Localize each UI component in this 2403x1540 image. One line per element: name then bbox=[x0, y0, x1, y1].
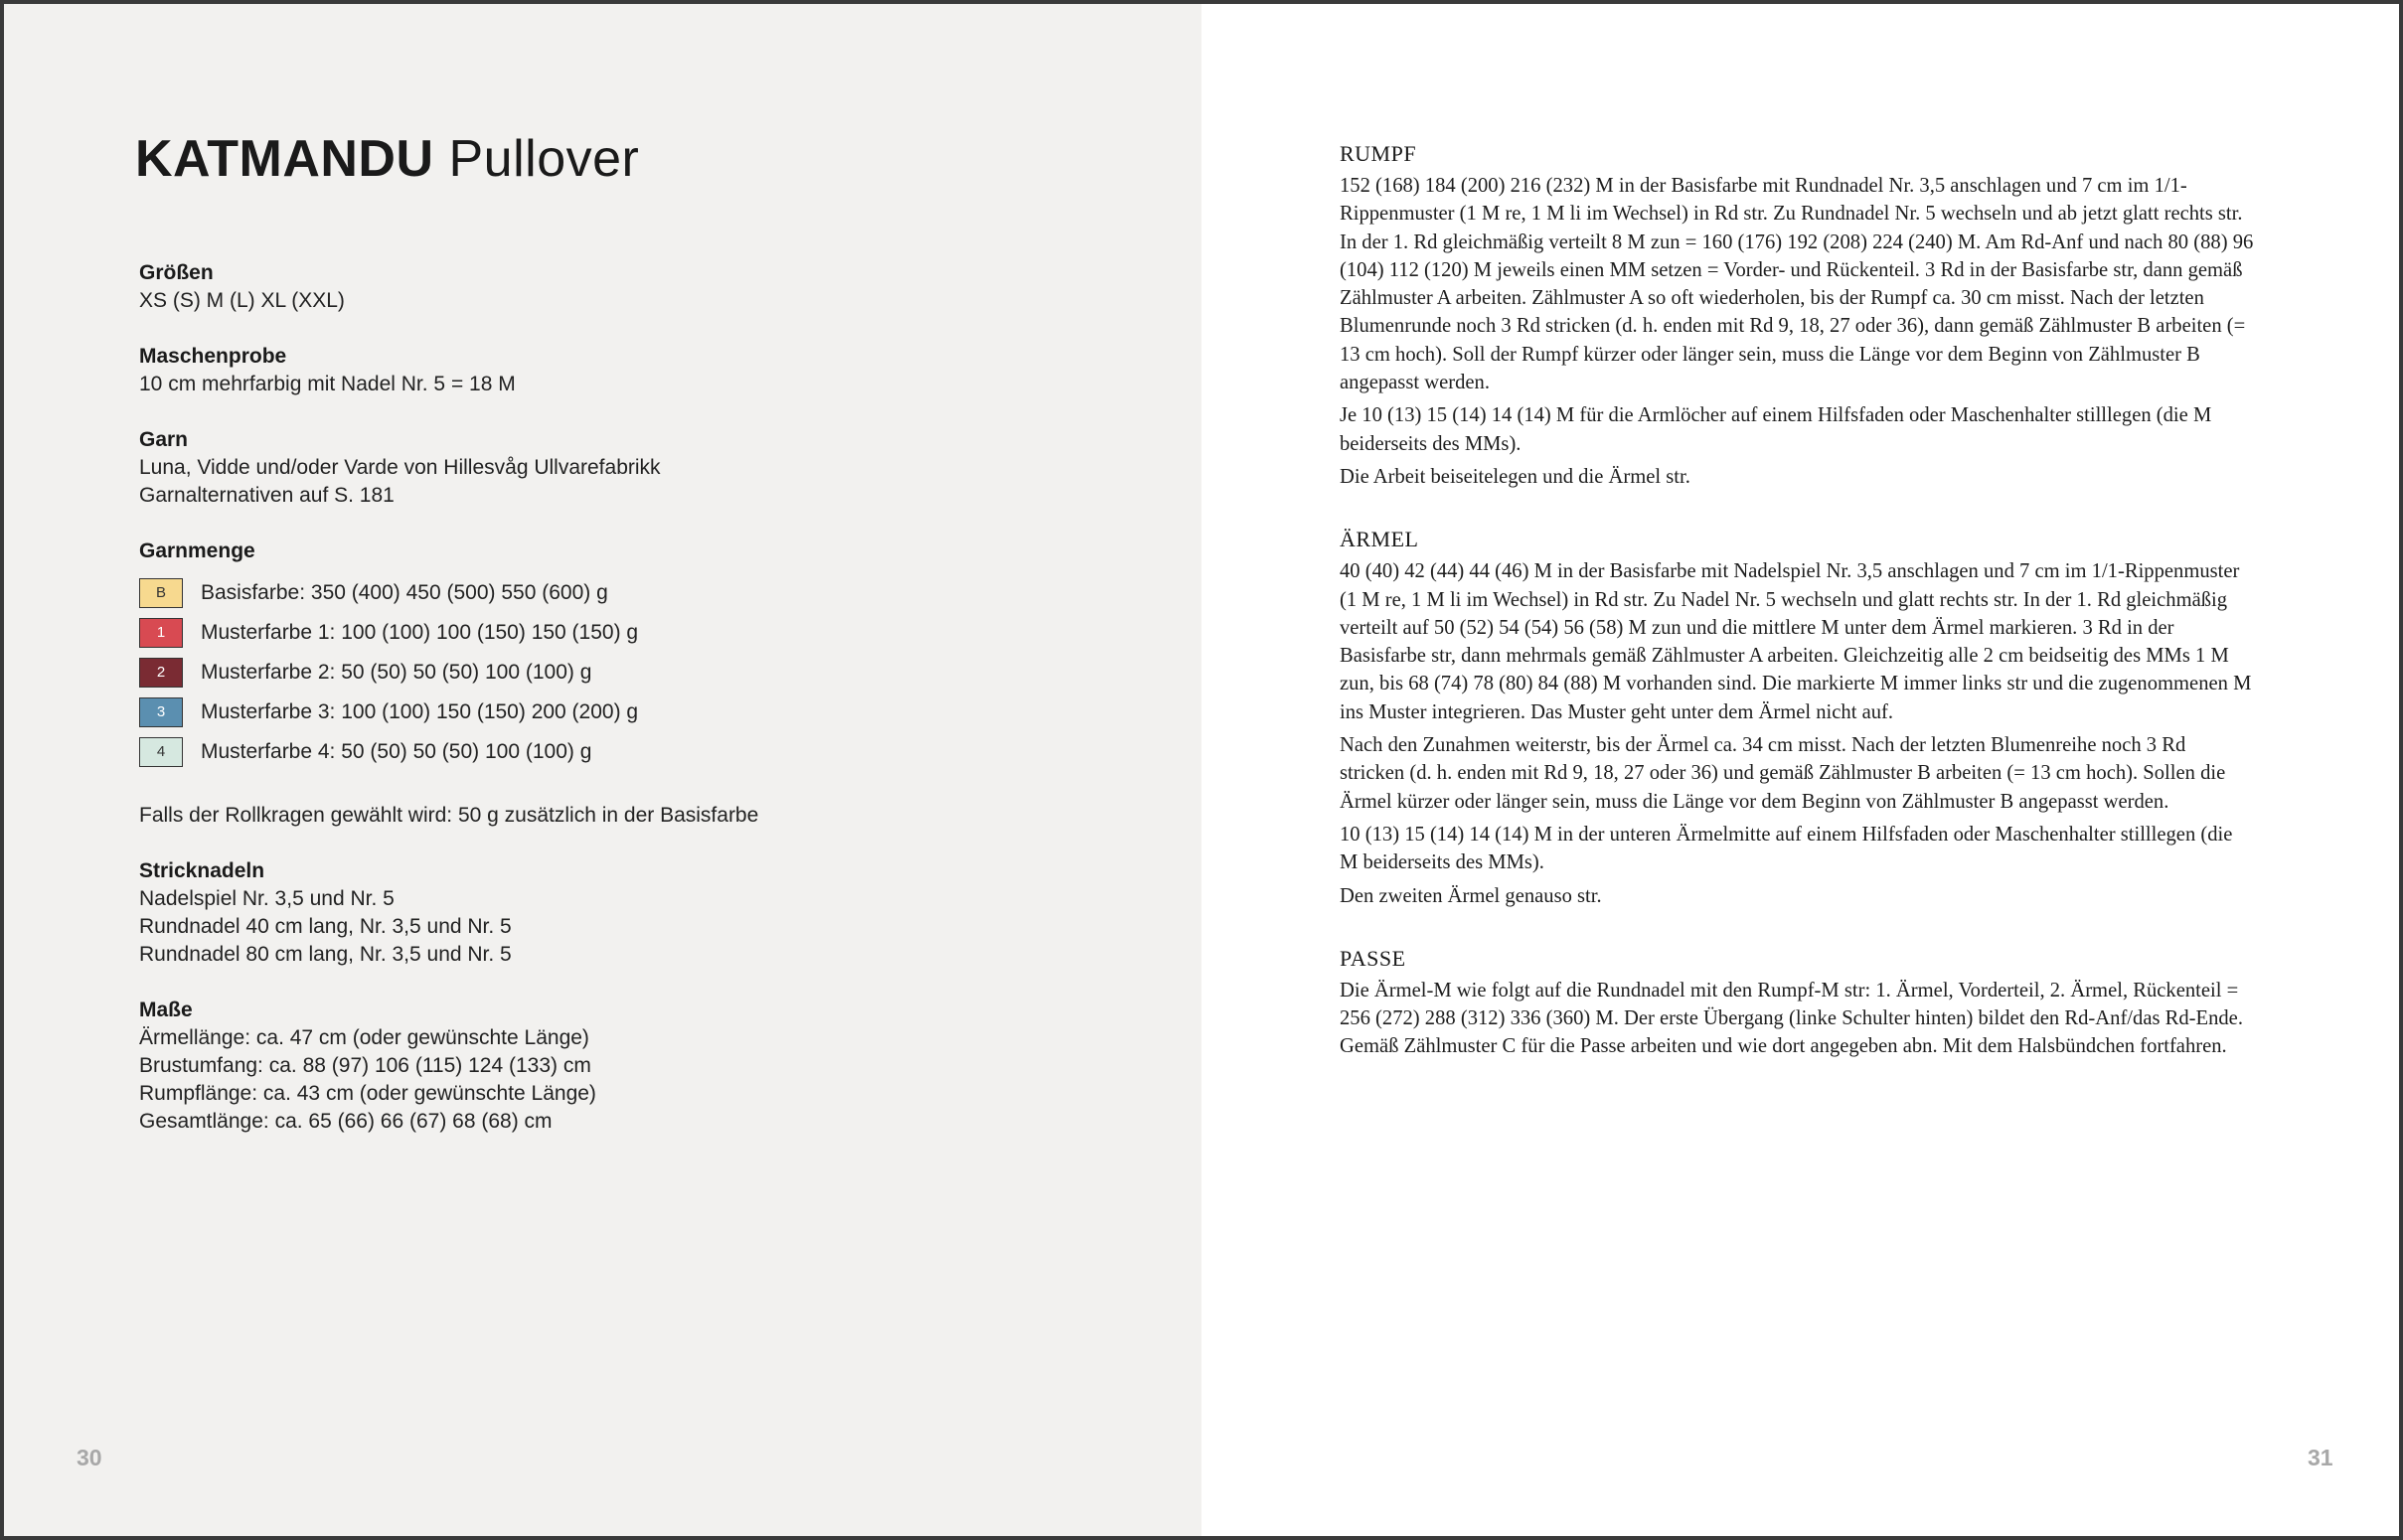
paragraph: Nach den Zunahmen weiterstr, bis der Ärmel ca. 34 cm misst. Nach der letzten Blumenreihe noch 3 Rd stricken (d. h. enden mit Rd 9, 18, 27 oder 36) und gemäß Zählmuster B arbeiten (= 13 cm hoch). Sollen die Ärmel kürzer oder länger sein, muss die Länge vor dem Beginn von Zählmuster B angepasst werden. bbox=[1340, 734, 2226, 813]
yarn-amount-label: Garnmenge bbox=[139, 539, 255, 562]
yarn-amount-text: Musterfarbe 2: 50 (50) 50 (50) 100 (100) g bbox=[201, 661, 592, 684]
left-page bbox=[4, 4, 1202, 1536]
instructions bbox=[1340, 139, 2254, 1095]
paragraph: 10 (13) 15 (14) 14 (14) M in der unteren Ärmelmitte auf einem Hilfsfaden oder Maschenhalter stilllegen (die M beiderseits des MMs). bbox=[1340, 823, 2233, 874]
section-rumpf bbox=[1340, 139, 2254, 491]
pattern-title-type: Pullover bbox=[448, 130, 640, 188]
yarn-amount-item bbox=[139, 693, 1133, 732]
sizes-label: Größen bbox=[139, 261, 214, 284]
needles-line: Nadelspiel Nr. 3,5 und Nr. 5 bbox=[139, 887, 395, 910]
yarn-amount-text: Musterfarbe 4: 50 (50) 50 (50) 100 (100) g bbox=[201, 740, 592, 763]
needles-line: Rundnadel 40 cm lang, Nr. 3,5 und Nr. 5 bbox=[139, 915, 512, 938]
page-number-left: 30 bbox=[77, 1445, 102, 1470]
page-number-right: 31 bbox=[2308, 1445, 2333, 1470]
section-heading: PASSE bbox=[1340, 945, 1406, 971]
measurement-line: Rumpflänge: ca. 43 cm (oder gewünschte Länge) bbox=[139, 1082, 596, 1105]
section-aermel bbox=[1340, 525, 2254, 910]
yarn-amount-item bbox=[139, 732, 1133, 772]
measurement-line: Brustumfang: ca. 88 (97) 106 (115) 124 (133) cm bbox=[139, 1054, 591, 1077]
color-swatch: 1 bbox=[139, 618, 183, 648]
turtleneck-note bbox=[139, 802, 1133, 830]
measurements-section bbox=[139, 997, 1133, 1136]
pattern-title bbox=[135, 129, 639, 189]
measurement-line: Gesamtlänge: ca. 65 (66) 66 (67) 68 (68) cm bbox=[139, 1110, 553, 1133]
yarn-line: Luna, Vidde und/oder Varde von Hillesvåg Ullvarefabrikk bbox=[139, 456, 661, 479]
yarn-amount-text: Musterfarbe 1: 100 (100) 100 (150) 150 (150) g bbox=[201, 621, 639, 644]
section-heading: RUMPF bbox=[1340, 141, 1417, 166]
measurement-line: Ärmellänge: ca. 47 cm (oder gewünschte Länge) bbox=[139, 1026, 589, 1049]
yarn-section bbox=[139, 426, 1133, 510]
yarn-amount-item bbox=[139, 613, 1133, 653]
yarn-amount-text: Basisfarbe: 350 (400) 450 (500) 550 (600) g bbox=[201, 581, 608, 604]
color-swatch: 4 bbox=[139, 737, 183, 767]
paragraph: 152 (168) 184 (200) 216 (232) M in der Basisfarbe mit Rundnadel Nr. 3,5 anschlagen und 7 cm im 1/1-Rippenmuster (1 M re, 1 M li im Wechsel) in Rd str. Zu Rundnadel Nr. 5 wechseln und ab jetzt glatt rechts str. In der 1. Rd gleichmäßig verteilt 8 M zun = 160 (176) 192 (208) 224 (240) M. Am Rd-Anf und nach 80 (88) 96 (104) 112 (120) M jeweils einen MM setzen = Vorder- und Rückenteil. 3 Rd in der Basisfarbe str, dann gemäß Zählmuster A arbeiten. Zählmuster A so oft wiederholen, bis der Rumpf ca. 30 cm misst. Nach der letzten Blumenrunde noch 3 Rd stricken (d. h. enden mit Rd 9, 18, 27 oder 36), dann gemäß Zählmuster B arbeiten (= 13 cm hoch). Soll der Rumpf kürzer oder länger sein, muss die Länge vor dem Beginn von Zählmuster B angepasst werden. bbox=[1340, 175, 2254, 394]
gauge-section bbox=[139, 343, 1133, 398]
gauge-label: Maschenprobe bbox=[139, 345, 287, 368]
section-heading: ÄRMEL bbox=[1340, 527, 1419, 552]
needles-section bbox=[139, 857, 1133, 969]
yarn-amount-text: Musterfarbe 3: 100 (100) 150 (150) 200 (200) g bbox=[201, 700, 639, 723]
paragraph: 40 (40) 42 (44) 44 (46) M in der Basisfarbe mit Nadelspiel Nr. 3,5 anschlagen und 7 cm im 1/1-Rippenmuster (1 M re, 1 M li im Wechsel) in Rd str. Zu Nadel Nr. 5 wechseln und glatt rechts str. In der 1. Rd gleichmäßig verteilt auf 50 (52) 54 (54) 56 (58) M zun und die mittlere M unter dem Ärmel markieren. 3 Rd in der Basisfarbe str, dann mehrmals gemäß Zählmuster A arbeiten. Gleichzeitig alle 2 cm beidseitig des MMs 1 M zun, bis 68 (74) 78 (80) 84 (88) M vorhanden sind. Die markierte M immer links str und die zugenommenen M ins Muster integrieren. Das Muster geht unter dem Ärmel nicht auf. bbox=[1340, 560, 2252, 723]
section-passe bbox=[1340, 944, 2254, 1061]
paragraph: Die Ärmel-M wie folgt auf die Rundnadel mit den Rumpf-M str: 1. Ärmel, Vorderteil, 2. Ärmel, Rückenteil = 256 (272) 288 (312) 336 (360) M. Der erste Übergang (linke Schulter hinten) bildet den Rd-Anf/das Rd-Ende. Gemäß Zählmuster C für die Passe arbeiten und wie dort angegeben abn. Mit dem Halsbündchen fortfahren. bbox=[1340, 979, 2243, 1058]
turtleneck-note-text: Falls der Rollkragen gewählt wird: 50 g zusätzlich in der Basisfarbe bbox=[139, 804, 759, 827]
paragraph: Den zweiten Ärmel genauso str. bbox=[1340, 884, 1602, 907]
paragraph: Je 10 (13) 15 (14) 14 (14) M für die Armlöcher auf einem Hilfsfaden oder Maschenhalter stilllegen (die M beiderseits des MMs). bbox=[1340, 404, 2212, 455]
yarn-amount-section bbox=[139, 538, 1133, 772]
yarn-label: Garn bbox=[139, 428, 189, 451]
color-swatch: B bbox=[139, 578, 183, 608]
pattern-title-name: KATMANDU bbox=[135, 130, 434, 188]
yarn-alternatives-line: Garnalternativen auf S. 181 bbox=[139, 484, 395, 507]
measurements-label: Maße bbox=[139, 999, 193, 1021]
paragraph: Die Arbeit beiseitelegen und die Ärmel str. bbox=[1340, 465, 1690, 488]
needles-line: Rundnadel 80 cm lang, Nr. 3,5 und Nr. 5 bbox=[139, 943, 512, 966]
color-swatch: 3 bbox=[139, 697, 183, 727]
pattern-specs bbox=[139, 259, 1133, 1163]
gauge-value: 10 cm mehrfarbig mit Nadel Nr. 5 = 18 M bbox=[139, 373, 516, 395]
needles-label: Stricknadeln bbox=[139, 859, 265, 882]
color-swatch: 2 bbox=[139, 658, 183, 688]
yarn-amount-item bbox=[139, 653, 1133, 693]
sizes-section bbox=[139, 259, 1133, 315]
yarn-amount-item bbox=[139, 573, 1133, 613]
sizes-value: XS (S) M (L) XL (XXL) bbox=[139, 289, 345, 312]
